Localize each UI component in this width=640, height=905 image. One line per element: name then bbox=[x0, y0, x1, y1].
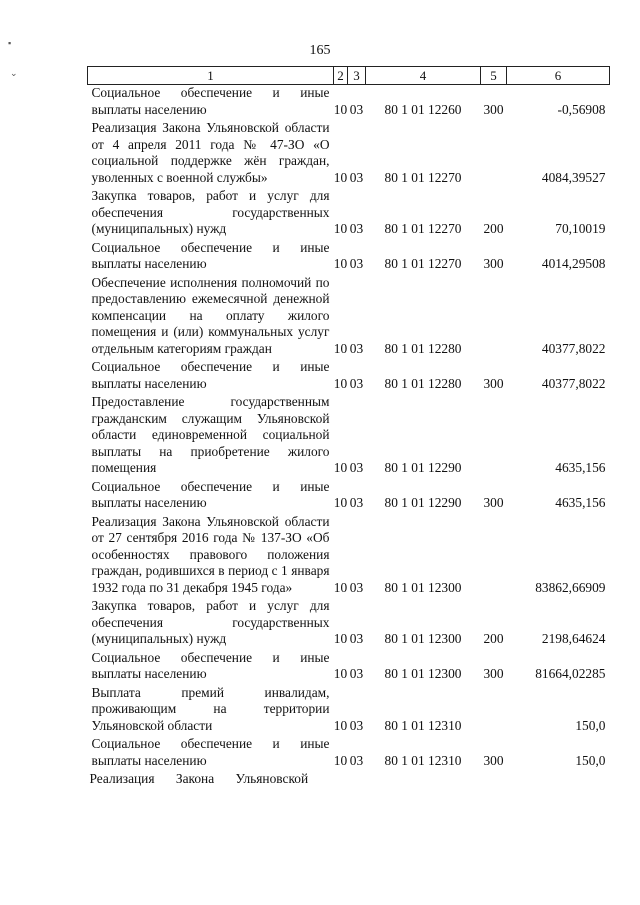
section-code: 10 bbox=[333, 101, 348, 117]
target-article-code: 80 1 01 12270 bbox=[384, 169, 462, 185]
subsection-code: 03 bbox=[349, 460, 364, 475]
amount: 4635,156 bbox=[555, 460, 606, 475]
table-row bbox=[88, 240, 610, 275]
item-name: Закупка товаров, работ и услуг для обеспечения государственных (муниципальных) нужд bbox=[91, 598, 330, 646]
table-row bbox=[88, 120, 610, 188]
amount: 4084,39527 bbox=[541, 169, 606, 185]
amount: 4635,156 bbox=[555, 495, 606, 510]
column-header: 3 bbox=[348, 67, 366, 85]
expense-type-code: 300 bbox=[483, 666, 504, 681]
expense-type-code bbox=[481, 275, 507, 360]
item-name: Социальное обеспечение и иные выплаты населению bbox=[91, 478, 330, 510]
subsection-code: 03 bbox=[349, 101, 364, 117]
section-code: 10 bbox=[333, 169, 348, 185]
target-article-code: 80 1 01 12270 bbox=[384, 256, 462, 271]
column-header: 1 bbox=[88, 67, 334, 85]
expense-type-code: 300 bbox=[483, 495, 504, 510]
target-article-code: 80 1 01 12300 bbox=[384, 631, 462, 646]
amount: 83862,66909 bbox=[535, 579, 606, 595]
section-code: 10 bbox=[333, 495, 348, 510]
item-name: Реализация Закона Ульяновской bbox=[89, 771, 309, 786]
section-code: 10 bbox=[333, 340, 348, 356]
budget-table bbox=[87, 66, 610, 790]
table-row bbox=[88, 685, 610, 737]
subsection-code: 03 bbox=[349, 495, 364, 510]
subsection-code: 03 bbox=[349, 666, 364, 681]
target-article-code: 80 1 01 12300 bbox=[384, 579, 462, 595]
subsection-code: 03 bbox=[349, 221, 364, 236]
amount: 81664,02285 bbox=[535, 666, 606, 681]
table-row bbox=[88, 650, 610, 685]
item-name: Социальное обеспечение и иные выплаты населению bbox=[91, 85, 330, 117]
column-header: 5 bbox=[481, 67, 507, 85]
section-code: 10 bbox=[333, 579, 348, 595]
page-number: 165 bbox=[309, 43, 331, 58]
column-header: 4 bbox=[366, 67, 481, 85]
table-row bbox=[88, 359, 610, 394]
scan-mark: ▪ bbox=[8, 38, 12, 48]
item-name: Социальное обеспечение и иные выплаты населению bbox=[91, 736, 330, 768]
column-header: 6 bbox=[507, 67, 610, 85]
expense-type-code: 200 bbox=[483, 221, 504, 236]
column-header-row bbox=[88, 67, 610, 85]
expense-type-code bbox=[481, 685, 507, 737]
table-row bbox=[88, 771, 610, 790]
target-article-code: 80 1 01 12260 bbox=[384, 101, 462, 117]
target-article-code: 80 1 01 12300 bbox=[384, 666, 462, 681]
item-name: Обеспечение исполнения полномочий по предоставлению ежемесячной денежной компенсации на оплату жилого помещения и (или) коммунальных услуг отдельным категориям граждан bbox=[91, 274, 330, 356]
subsection-code: 03 bbox=[349, 579, 364, 595]
item-name: Предоставление государственным гражданским служащим Ульяновской области единовременной социальной выплаты на приобретение жилого помещения bbox=[91, 394, 330, 475]
amount: -0,56908 bbox=[557, 101, 606, 117]
table-row bbox=[88, 514, 610, 599]
scan-mark: ⌄ bbox=[10, 68, 18, 78]
section-code: 10 bbox=[333, 666, 348, 681]
table-row bbox=[88, 479, 610, 514]
column-header: 2 bbox=[334, 67, 348, 85]
table-row bbox=[88, 598, 610, 650]
expense-type-code: 300 bbox=[483, 101, 504, 117]
target-article-code: 80 1 01 12310 bbox=[384, 752, 462, 768]
item-name: Социальное обеспечение и иные выплаты населению bbox=[91, 359, 330, 391]
item-name: Социальное обеспечение и иные выплаты населению bbox=[91, 649, 330, 681]
table-row bbox=[88, 275, 610, 360]
table-row bbox=[88, 85, 610, 121]
target-article-code: 80 1 01 12280 bbox=[384, 340, 462, 356]
section-code: 10 bbox=[333, 375, 348, 391]
subsection-code: 03 bbox=[349, 256, 364, 271]
amount: 150,0 bbox=[575, 752, 606, 768]
target-article-code: 80 1 01 12280 bbox=[384, 375, 462, 391]
subsection-code: 03 bbox=[349, 631, 364, 646]
item-name: Выплата премий инвалидам, проживающим на территории Ульяновской области bbox=[91, 684, 330, 733]
item-name: Закупка товаров, работ и услуг для обеспечения государственных (муниципальных) нужд bbox=[91, 188, 330, 236]
subsection-code: 03 bbox=[349, 752, 364, 768]
amount: 40377,8022 bbox=[541, 340, 606, 356]
expense-type-code: 300 bbox=[483, 375, 504, 391]
subsection-code: 03 bbox=[349, 340, 364, 356]
subsection-code: 03 bbox=[349, 717, 364, 733]
expense-type-code bbox=[481, 120, 507, 188]
amount: 150,0 bbox=[575, 717, 606, 733]
target-article-code: 80 1 01 12310 bbox=[384, 717, 462, 733]
item-name: Социальное обеспечение и иные выплаты населению bbox=[91, 239, 330, 271]
amount: 4014,29508 bbox=[541, 256, 606, 271]
section-code: 10 bbox=[333, 256, 348, 271]
amount: 40377,8022 bbox=[541, 375, 606, 391]
section-code: 10 bbox=[333, 460, 348, 475]
section-code: 10 bbox=[333, 221, 348, 236]
subsection-code: 03 bbox=[349, 375, 364, 391]
target-article-code: 80 1 01 12290 bbox=[384, 460, 462, 475]
amount: 2198,64624 bbox=[541, 631, 606, 646]
expense-type-code: 300 bbox=[483, 752, 504, 768]
amount: 70,10019 bbox=[555, 221, 606, 236]
target-article-code: 80 1 01 12270 bbox=[384, 221, 462, 236]
table-row bbox=[88, 736, 610, 771]
target-article-code: 80 1 01 12290 bbox=[384, 495, 462, 510]
subsection-code: 03 bbox=[349, 169, 364, 185]
section-code: 10 bbox=[333, 717, 348, 733]
section-code: 10 bbox=[333, 631, 348, 646]
item-name: Реализация Закона Ульяновской области от 4 апреля 2011 года № 47-ЗО «О социальной поддержке жён граждан, уволенных с военной службы» bbox=[91, 120, 330, 185]
expense-type-code bbox=[481, 394, 507, 479]
table-row bbox=[88, 394, 610, 479]
table-row bbox=[88, 188, 610, 240]
expense-type-code bbox=[481, 514, 507, 599]
section-code: 10 bbox=[333, 752, 348, 768]
expense-type-code: 200 bbox=[483, 631, 504, 646]
item-name: Реализация Закона Ульяновской области от 27 сентября 2016 года № 137-ЗО «Об особенностях правового положения граждан, родившихся в период с 1 января 1932 года по 31 декабря 1945 года» bbox=[91, 513, 330, 595]
expense-type-code: 300 bbox=[483, 256, 504, 271]
